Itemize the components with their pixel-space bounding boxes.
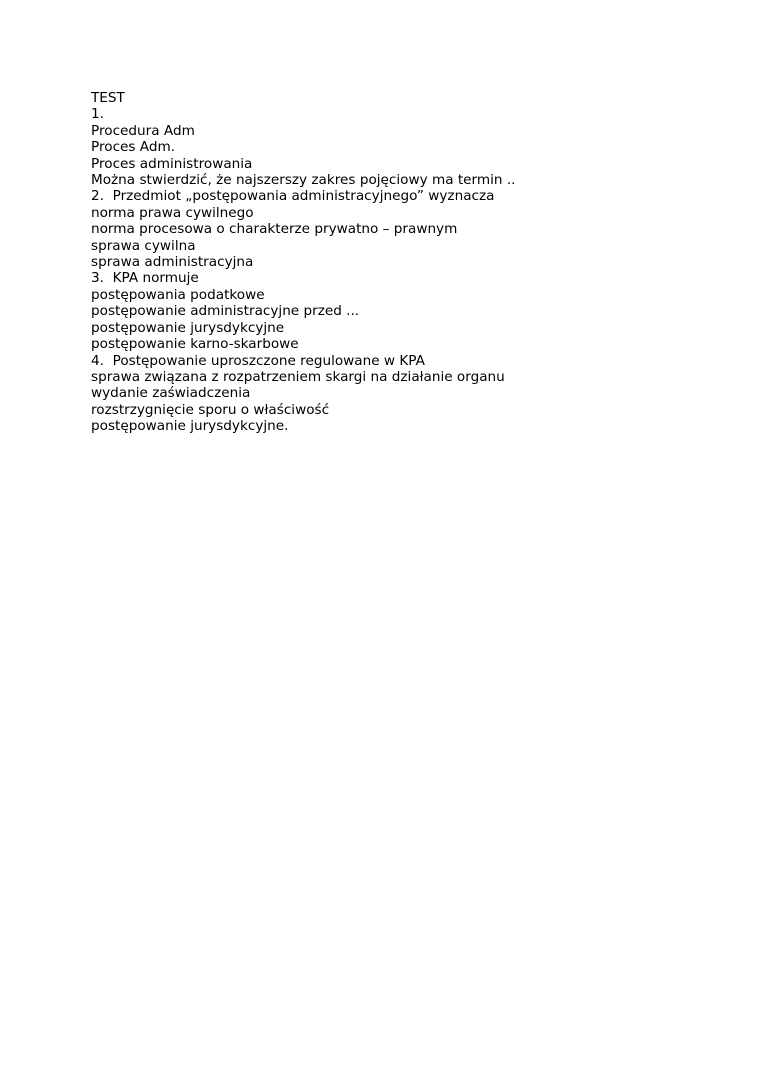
question-3-option: postępowanie karno-skarbowe: [91, 336, 299, 353]
document-body: [91, 90, 711, 435]
question-1-text: Można stwierdzić, że najszerszy zakres pojęciowy ma termin ..: [91, 172, 516, 189]
doc-title: TEST: [91, 90, 125, 106]
question-4-option: rozstrzygnięcie sporu o właściwość: [91, 401, 330, 418]
question-4-option: wydanie zaświadczenia: [91, 385, 251, 402]
question-4-option: postępowanie jurysdykcyjne.: [91, 418, 289, 435]
question-1-number: 1.: [91, 106, 104, 123]
question-2-option: norma procesowa o charakterze prywatno – prawnym: [91, 221, 458, 238]
question-3-option: postępowanie jurysdykcyjne: [91, 319, 285, 336]
question-3-text: 3. KPA normuje: [91, 270, 199, 287]
question-3-option: postępowanie administracyjne przed ...: [91, 303, 360, 320]
question-2-option: sprawa administracyjna: [91, 254, 254, 271]
question-1-option: Procedura Adm: [91, 122, 195, 139]
question-1-option: Proces Adm.: [91, 139, 176, 156]
question-3-option: postępowania podatkowe: [91, 286, 265, 303]
question-4-option: sprawa związana z rozpatrzeniem skargi na działanie organu: [91, 368, 505, 385]
question-2-option: sprawa cywilna: [91, 237, 196, 254]
question-1-option: Proces administrowania: [91, 155, 253, 172]
question-2-option: norma prawa cywilnego: [91, 204, 254, 221]
question-4-text: 4. Postępowanie uproszczone regulowane w KPA: [91, 352, 425, 369]
question-2-text: 2. Przedmiot „postępowania administracyjnego” wyznacza: [91, 188, 495, 205]
